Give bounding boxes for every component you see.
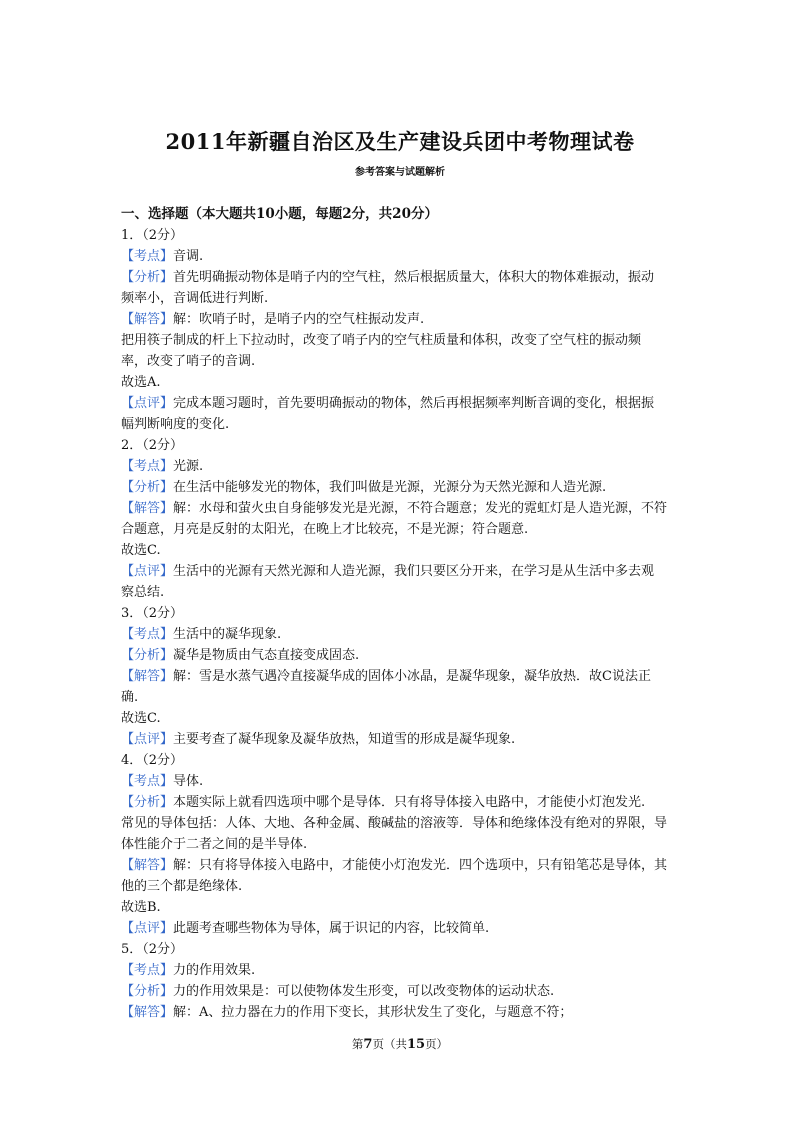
total-page-number: 15 <box>406 1037 426 1052</box>
line-text: 生活中的光源有天然光源和人造光源，我们只要区分开来，在学习是从生活中多去观 <box>173 564 655 579</box>
line-text: 体性能介于二者之间的是半导体. <box>121 837 308 852</box>
line-text: 力的作用效果. <box>173 963 256 978</box>
line-text: 率，改变了哨子的音调. <box>121 354 256 369</box>
text-line <box>121 1002 689 1023</box>
line-text: 此题考查哪些物体为导体，属于识记的内容，比较简单. <box>173 921 490 936</box>
label-tag: 【分析】 <box>121 795 174 810</box>
label-tag: 【解答】 <box>121 1005 174 1020</box>
line-text: 故选A. <box>121 375 161 390</box>
label-tag: 【分析】 <box>121 984 174 999</box>
footer-suffix: 页） <box>425 1037 449 1051</box>
text-line <box>121 246 689 267</box>
label-tag: 【解答】 <box>121 858 174 873</box>
line-text: 主要考查了凝华现象及凝华放热，知道雪的形成是凝华现象. <box>173 732 516 747</box>
line-text: 频率小，音调低进行判断. <box>121 291 269 306</box>
text-line <box>121 666 689 687</box>
footer-prefix: 第 <box>351 1037 364 1051</box>
line-text: 光源. <box>173 459 204 474</box>
line-text: 解：吹哨子时，是哨子内的空气柱振动发声. <box>173 312 425 327</box>
section-heading: 一、选择题（本大题共10小题，每题2分，共20分） <box>121 206 438 222</box>
label-tag: 【考点】 <box>121 627 174 642</box>
line-text: 解：雪是水蒸气遇冷直接凝华成的固体小冰晶，是凝华现象，凝华放热．故C说法正 <box>173 669 651 684</box>
line-text: 察总结. <box>121 585 165 600</box>
line-text: 解：水母和萤火虫自身能够发光是光源，不符合题意；发光的霓虹灯是人造光源，不符 <box>173 501 668 516</box>
label-tag: 【考点】 <box>121 249 174 264</box>
text-line <box>121 624 689 645</box>
current-page-number: 7 <box>363 1037 373 1052</box>
text-line <box>121 960 689 981</box>
text-line <box>121 561 689 582</box>
line-text: 他的三个都是绝缘体. <box>121 879 243 894</box>
text-line <box>121 351 689 372</box>
label-tag: 【解答】 <box>121 312 174 327</box>
line-text: 导体. <box>173 774 204 789</box>
label-tag: 【分析】 <box>121 270 174 285</box>
line-text: 故选C. <box>121 711 161 726</box>
label-tag: 【解答】 <box>121 501 174 516</box>
text-line <box>121 603 689 624</box>
line-text: 1．（2分） <box>121 228 184 243</box>
line-text: 2．（2分） <box>121 438 184 453</box>
label-tag: 【解答】 <box>121 669 174 684</box>
text-line <box>121 771 689 792</box>
text-line <box>121 456 689 477</box>
line-text: 确. <box>121 690 139 705</box>
text-line <box>121 792 689 813</box>
text-line <box>121 330 689 351</box>
text-line <box>121 267 689 288</box>
label-tag: 【分析】 <box>121 648 174 663</box>
line-text: 凝华是物质由气态直接变成固态. <box>173 648 360 663</box>
line-text: 生活中的凝华现象. <box>173 627 282 642</box>
text-line <box>121 708 689 729</box>
text-line <box>121 309 689 330</box>
text-line <box>121 939 689 960</box>
line-text: 故选C. <box>121 543 161 558</box>
text-line <box>121 393 689 414</box>
line-text: 5．（2分） <box>121 942 184 957</box>
text-line <box>121 834 689 855</box>
label-tag: 【点评】 <box>121 921 174 936</box>
line-text: 解：只有将导体接入电路中，才能使小灯泡发光．四个选项中，只有铅笔芯是导体，其 <box>173 858 668 873</box>
text-line <box>121 498 689 519</box>
text-line <box>121 477 689 498</box>
line-text: 解：A、拉力器在力的作用下变长，其形状发生了变化，与题意不符； <box>173 1005 573 1020</box>
label-tag: 【点评】 <box>121 396 174 411</box>
line-text: 本题实际上就看四选项中哪个是导体．只有将导体接入电路中，才能使小灯泡发光. <box>173 795 646 810</box>
line-text: 4．（2分） <box>121 753 184 768</box>
document-body <box>121 204 689 1023</box>
text-line <box>121 519 689 540</box>
text-line <box>121 288 689 309</box>
text-line <box>121 372 689 393</box>
line-text: 完成本题习题时，首先要明确振动的物体，然后再根据频率判断音调的变化，根据振 <box>173 396 655 411</box>
text-line <box>121 435 689 456</box>
text-line <box>121 855 689 876</box>
label-tag: 【考点】 <box>121 774 174 789</box>
label-tag: 【分析】 <box>121 480 174 495</box>
line-text: 故选B. <box>121 900 161 915</box>
text-line <box>121 876 689 897</box>
line-text: 力的作用效果是：可以使物体发生形变，可以改变物体的运动状态. <box>173 984 555 999</box>
line-text: 在生活中能够发光的物体，我们叫做是光源，光源分为天然光源和人造光源. <box>173 480 607 495</box>
line-text: 合题意，月亮是反射的太阳光，在晚上才比较亮，不是光源；符合题意. <box>121 522 529 537</box>
text-line <box>121 582 689 603</box>
text-line <box>121 897 689 918</box>
line-text: 把用筷子制成的杆上下拉动时，改变了哨子内的空气柱质量和体积，改变了空气柱的振动频 <box>121 333 642 348</box>
text-line <box>121 540 689 561</box>
text-line <box>121 645 689 666</box>
text-line <box>121 687 689 708</box>
label-tag: 【考点】 <box>121 459 174 474</box>
text-line <box>121 813 689 834</box>
footer-mid: 页（共 <box>372 1037 407 1051</box>
label-tag: 【点评】 <box>121 564 174 579</box>
label-tag: 【点评】 <box>121 732 174 747</box>
text-line <box>121 225 689 246</box>
page-subtitle: 参考答案与试题解析 <box>355 167 445 178</box>
line-text: 3．（2分） <box>121 606 184 621</box>
answer-lines <box>121 225 689 1023</box>
page-title: 2011年新疆自治区及生产建设兵团中考物理试卷 <box>165 129 635 154</box>
text-line <box>121 729 689 750</box>
page-footer <box>0 1036 800 1052</box>
label-tag: 【考点】 <box>121 963 174 978</box>
text-line <box>121 750 689 771</box>
text-line <box>121 918 689 939</box>
line-text: 幅判断响度的变化. <box>121 417 230 432</box>
text-line <box>121 414 689 435</box>
text-line <box>121 981 689 1002</box>
line-text: 常见的导体包括：人体、大地、各种金属、酸碱盐的溶液等．导体和绝缘体没有绝对的界限，导 <box>121 816 668 831</box>
line-text: 音调. <box>173 249 204 264</box>
line-text: 首先明确振动物体是哨子内的空气柱，然后根据质量大，体积大的物体难振动，振动 <box>173 270 655 285</box>
